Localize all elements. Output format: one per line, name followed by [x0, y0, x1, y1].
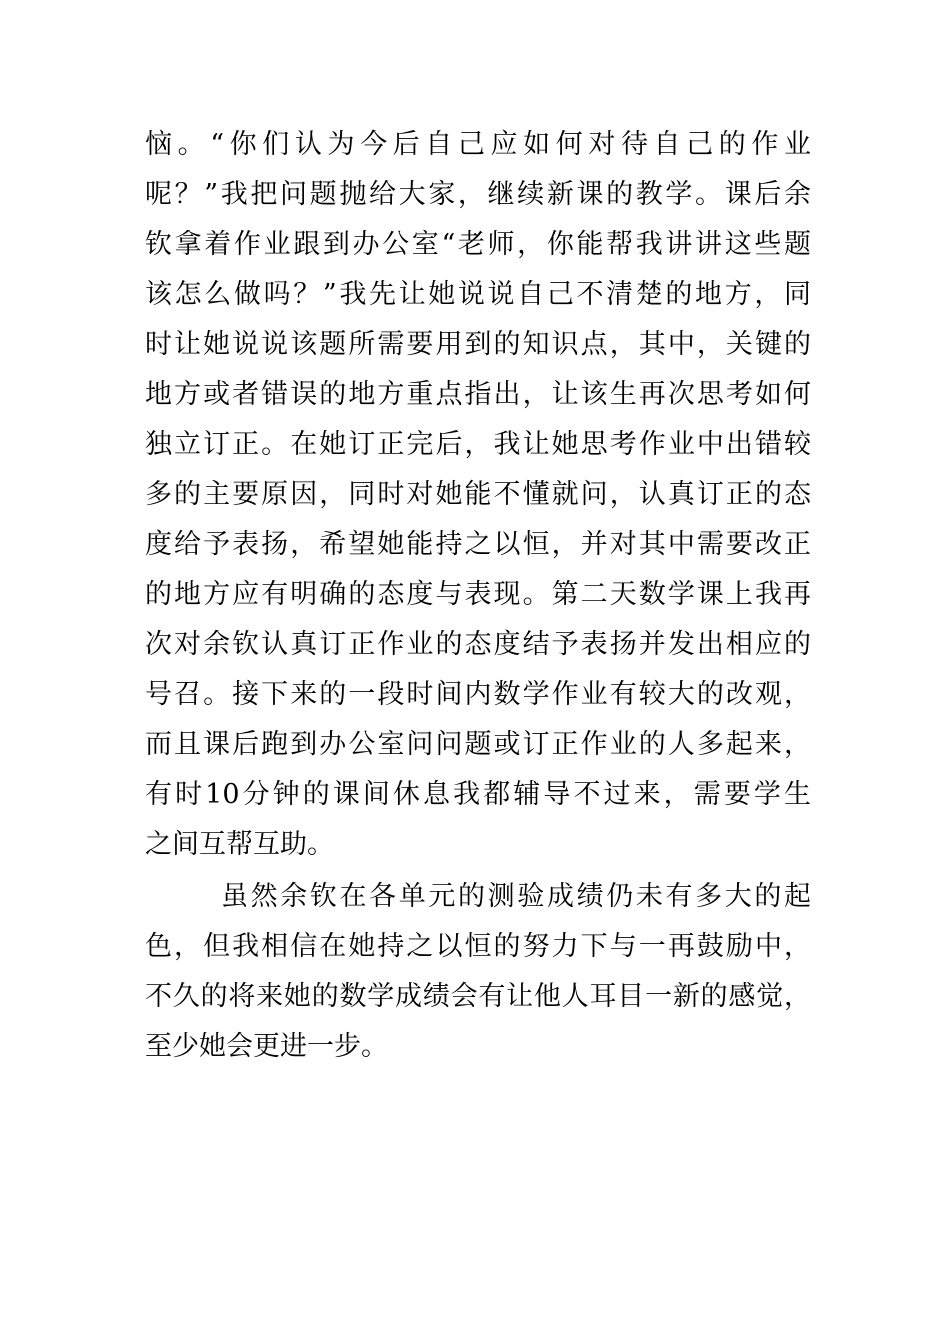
paragraph-1-line-8: 多的主要原因，同时对她能不懂就问，认真订正的态 [145, 479, 811, 510]
paragraph-1-line-3: 钦拿着作业跟到办公室“老师，你能帮我讲讲这些题 [145, 229, 811, 260]
paragraph-1-line-6: 地方或者错误的地方重点指出，让该生再次思考如何 [145, 379, 811, 410]
paragraph-1-line-9: 度给予表扬，希望她能持之以恒，并对其中需要改正 [145, 529, 811, 560]
paragraph-1-line-10: 的地方应有明确的态度与表现。第二天数学课上我再 [145, 579, 811, 610]
paragraph-1-line-7: 独立订正。在她订正完后，我让她思考作业中出错较 [145, 429, 811, 460]
paragraph-1-line-4: 该怎么做吗？”我先让她说说自己不清楚的地方，同 [145, 279, 811, 310]
paragraph-1-line-1: 恼。“你们认为今后自己应如何对待自己的作业 [145, 129, 811, 160]
paragraph-2-line-2: 色，但我相信在她持之以恒的努力下与一再鼓励中， [145, 931, 811, 962]
paragraph-1-line-13: 而且课后跑到办公室问问题或订正作业的人多起来， [145, 729, 811, 760]
paragraph-2-line-1: 虽然余钦在各单元的测验成绩仍未有多大的起 [221, 881, 811, 912]
paragraph-1-line-2: 呢？”我把问题抛给大家，继续新课的教学。课后余 [145, 179, 811, 210]
paragraph-1-line-5: 时让她说说该题所需要用到的知识点，其中，关键的 [145, 329, 811, 360]
paragraph-2-line-4: 至少她会更进一步。 [145, 1031, 388, 1062]
paragraph-1-line-12: 号召。接下来的一段时间内数学作业有较大的改观， [145, 679, 811, 710]
paragraph-2-line-3: 不久的将来她的数学成绩会有让他人耳目一新的感觉， [145, 981, 811, 1012]
paragraph-1-line-14: 有时10分钟的课间休息我都辅导不过来，需要学生 [145, 779, 811, 810]
paragraph-1-line-11: 次对余钦认真订正作业的态度结予表扬并发出相应的 [145, 629, 811, 660]
paragraph-1-line-15: 之间互帮互助。 [145, 829, 334, 860]
